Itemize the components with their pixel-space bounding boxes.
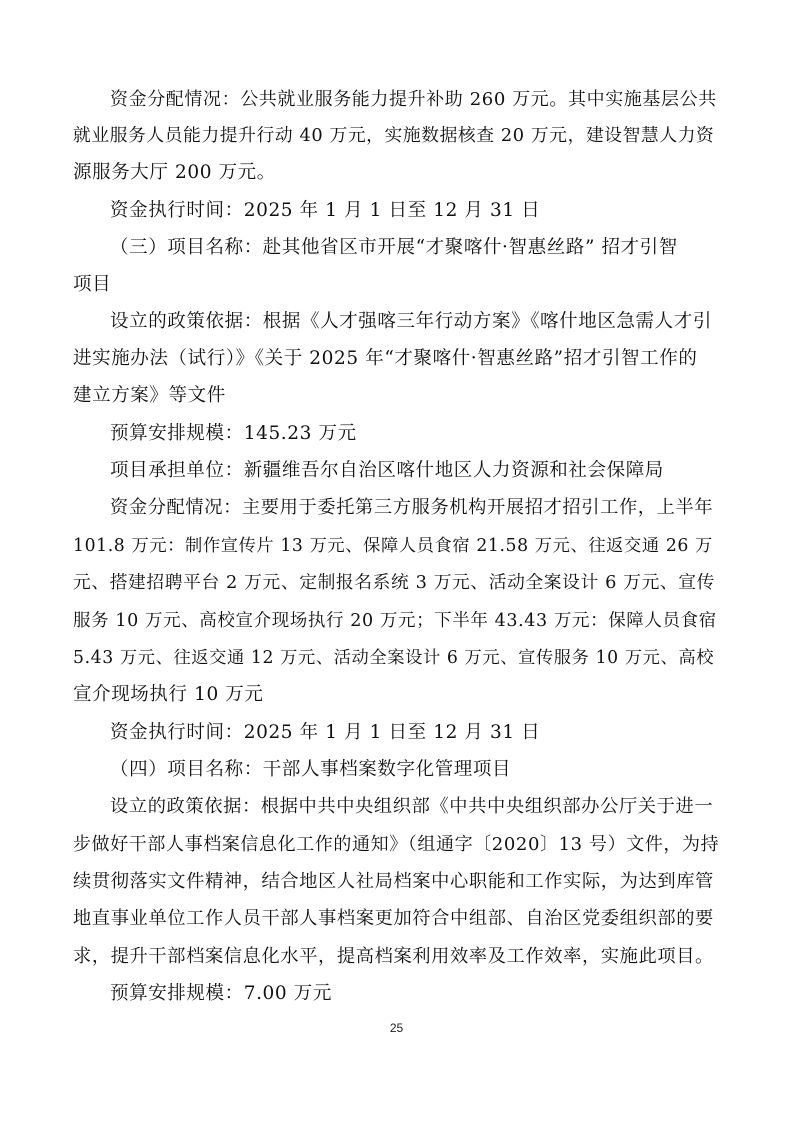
text-line: 求，提升干部档案信息化水平，提高档案利用效率及工作效率，实施此项目。 xyxy=(73,946,714,967)
text-line: 宣介现场执行 10 万元 xyxy=(73,684,264,705)
text-line: 设立的政策依据：根据《人才强喀三年行动方案》《喀什地区急需人才引 xyxy=(110,311,712,332)
text-line: 设立的政策依据：根据中共中央组织部《中共中央组织部办公厅关于进一 xyxy=(110,796,714,817)
text-line: 资金分配情况：公共就业服务能力提升补助 260 万元。其中实施基层公共 xyxy=(110,89,717,110)
section-heading: （四）项目名称：干部人事档案数字化管理项目 xyxy=(110,759,512,780)
text-line: 预算安排规模：7.00 万元 xyxy=(110,983,332,1004)
text-line: 101.8 万元：制作宣传片 13 万元、保障人员食宿 21.58 万元、往返交通 26 万 xyxy=(73,536,713,556)
text-line: 步做好干部人事档案信息化工作的通知》（组通字〔2020〕13 号）文件，为持 xyxy=(73,834,720,855)
text-line: 续贯彻落实文件精神，结合地区人社局档案中心职能和工作实际，为达到库管 xyxy=(73,871,714,892)
section-heading: （三）项目名称：赴其他省区市开展“才聚喀什·智惠丝路” 招才引智 xyxy=(110,237,678,258)
text-line: 服务 10 万元、高校宣介现场执行 20 万元；下半年 43.43 万元：保障人员食宿 xyxy=(73,611,717,631)
text-line: 预算安排规模：145.23 万元 xyxy=(110,423,357,444)
text-line: 资金执行时间：2025 年 1 月 1 日至 12 月 31 日 xyxy=(110,200,541,221)
text-line: 地直事业单位工作人员干部人事档案更加符合中组部、自治区党委组织部的要 xyxy=(73,908,714,929)
section-heading-cont: 项目 xyxy=(73,274,112,295)
text-line: 资金执行时间：2025 年 1 月 1 日至 12 月 31 日 xyxy=(110,722,541,743)
text-line: 项目承担单位：新疆维吾尔自治区喀什地区人力资源和社会保障局 xyxy=(110,460,664,481)
text-line: 元、搭建招聘平台 2 万元、定制报名系统 3 万元、活动全案设计 6 万元、宣传 xyxy=(73,573,715,593)
text-line: 就业服务人员能力提升行动 40 万元，实施数据核查 20 万元，建设智慧人力资 xyxy=(73,126,715,146)
text-line: 5.43 万元、往返交通 12 万元、活动全案设计 6 万元、宣传服务 10 万元、高校 xyxy=(73,648,715,668)
text-line: 建立方案》等文件 xyxy=(73,385,226,406)
page-number: 25 xyxy=(389,1021,404,1035)
text-line: 资金分配情况：主要用于委托第三方服务机构开展招才招引工作，上半年 xyxy=(110,497,714,518)
text-line: 源服务大厅 200 万元。 xyxy=(73,162,276,183)
text-line: 进实施办法（试行）》《关于 2025 年“才聚喀什·智惠丝路”招才引智工作的 xyxy=(73,348,698,369)
